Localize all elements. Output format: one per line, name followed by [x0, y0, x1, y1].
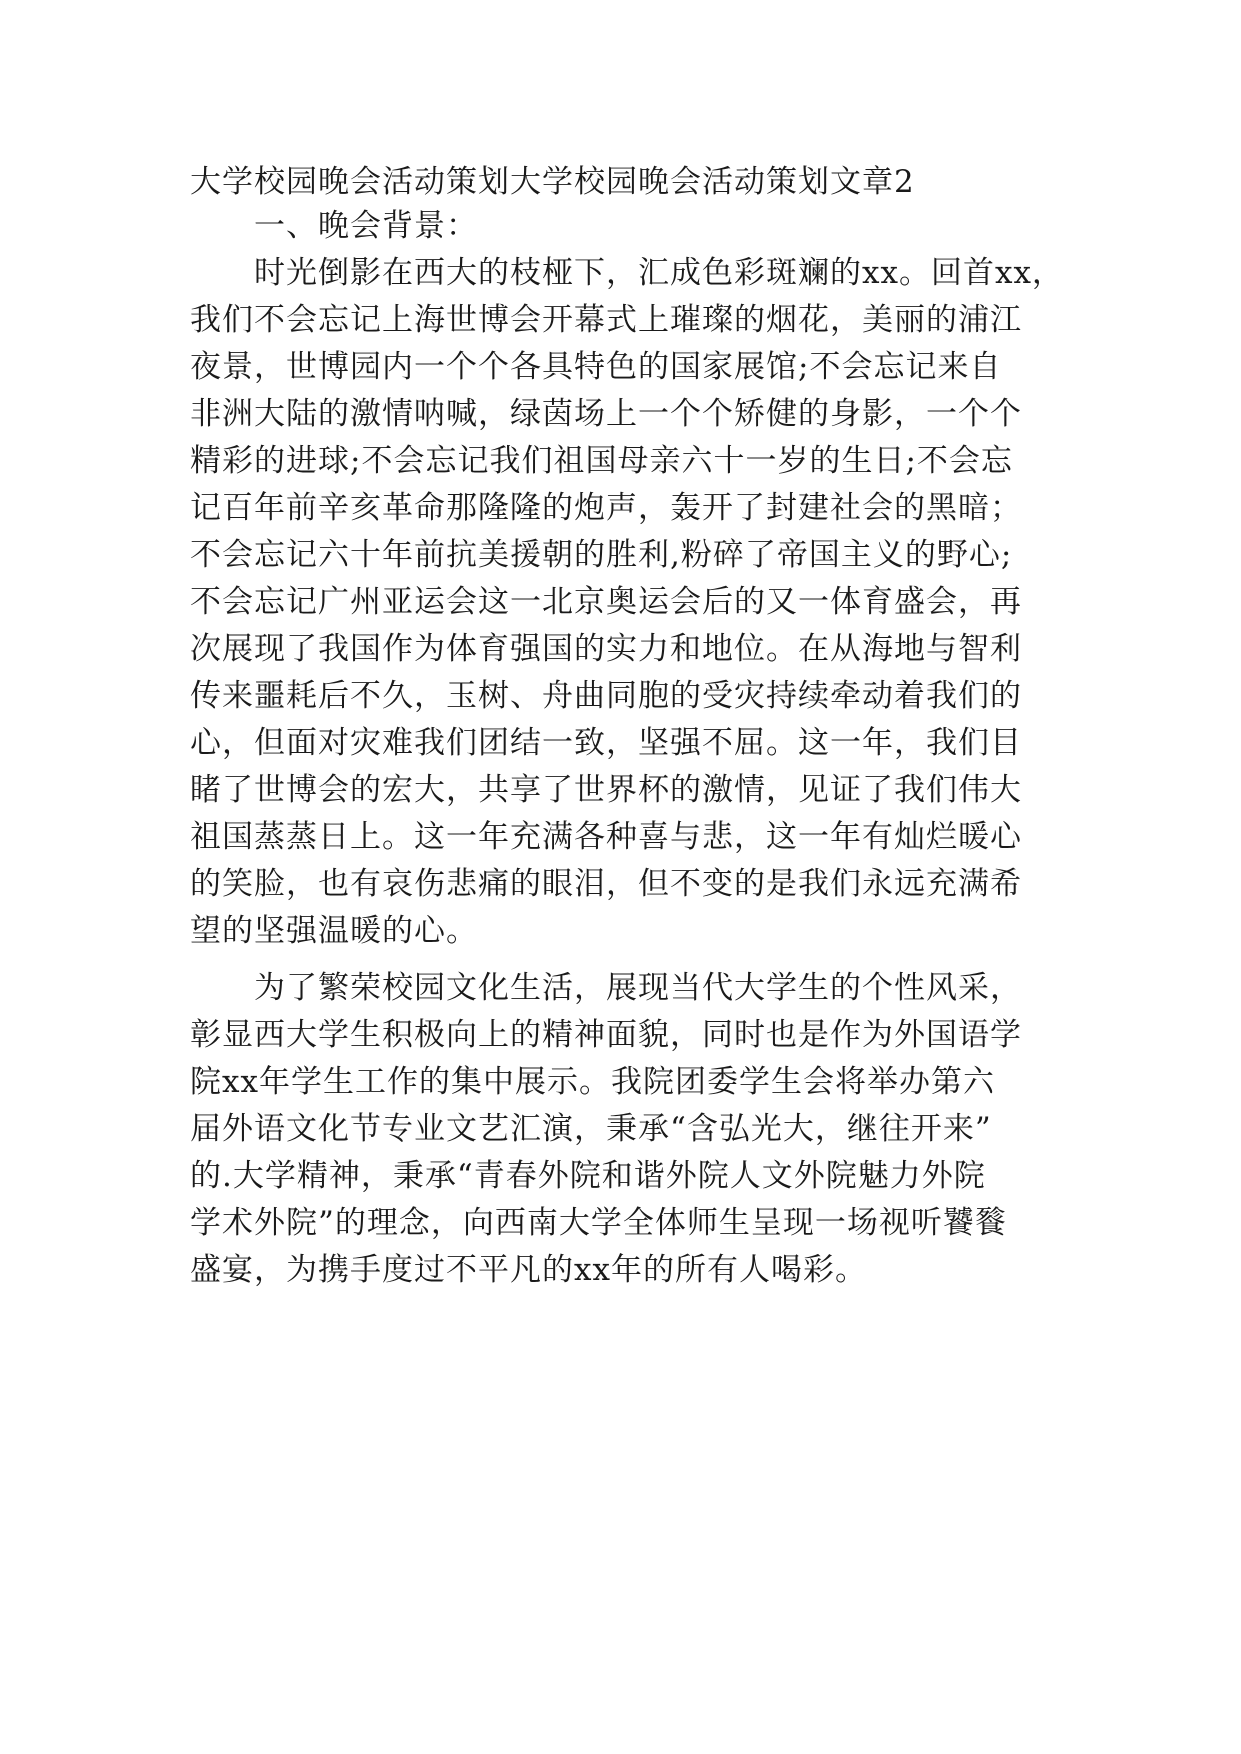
section-heading: 一、晚会背景：	[254, 208, 478, 244]
paragraph-line: 睹了世博会的宏大，共享了世界杯的激情，见证了我们伟大	[190, 772, 1022, 808]
paragraph-line: 时光倒影在西大的枝桠下，汇成色彩斑斓的xx。回首xx，	[254, 255, 1064, 291]
paragraph-line: 夜景，世博园内一个个各具特色的国家展馆;不会忘记来自	[190, 349, 1002, 385]
paragraph-line: 望的坚强温暖的心。	[190, 913, 478, 949]
paragraph-line: 院xx年学生工作的集中展示。我院团委学生会将举办第六	[190, 1064, 995, 1100]
document-title: 大学校园晚会活动策划大学校园晚会活动策划文章2	[190, 164, 915, 200]
paragraph-line: 的.大学精神，秉承“青春外院和谐外院人文外院魅力外院	[190, 1158, 986, 1194]
paragraph-line: 的笑脸，也有哀伤悲痛的眼泪，但不变的是我们永远充满希	[190, 866, 1022, 902]
paragraph-line: 学术外院”的理念，向西南大学全体师生呈现一场视听饕餮	[190, 1205, 1007, 1241]
paragraph-line: 非洲大陆的激情呐喊，绿茵场上一个个矫健的身影，一个个	[190, 396, 1022, 432]
paragraph-line: 我们不会忘记上海世博会开幕式上璀璨的烟花，美丽的浦江	[190, 302, 1022, 338]
paragraph-line: 次展现了我国作为体育强国的实力和地位。在从海地与智利	[190, 631, 1022, 667]
paragraph-line: 为了繁荣校园文化生活，展现当代大学生的个性风采，	[254, 970, 1022, 1006]
paragraph-line: 不会忘记六十年前抗美援朝的胜利,粉碎了帝国主义的野心;	[190, 537, 1013, 573]
paragraph-line: 心，但面对灾难我们团结一致，坚强不屈。这一年，我们目	[190, 725, 1022, 761]
paragraph-line: 祖国蒸蒸日上。这一年充满各种喜与悲，这一年有灿烂暖心	[190, 819, 1022, 855]
paragraph-line: 精彩的进球;不会忘记我们祖国母亲六十一岁的生日;不会忘	[190, 443, 1013, 479]
paragraph-line: 彰显西大学生积极向上的精神面貌，同时也是作为外国语学	[190, 1017, 1022, 1053]
paragraph-line: 届外语文化节专业文艺汇演，秉承“含弘光大，继往开来”	[190, 1111, 992, 1147]
paragraph-line: 传来噩耗后不久，玉树、舟曲同胞的受灾持续牵动着我们的	[190, 678, 1022, 714]
paragraph-line: 不会忘记广州亚运会这一北京奥运会后的又一体育盛会，再	[190, 584, 1022, 620]
paragraph-line: 盛宴，为携手度过不平凡的xx年的所有人喝彩。	[190, 1252, 867, 1288]
paragraph-line: 记百年前辛亥革命那隆隆的炮声，轰开了封建社会的黑暗；	[190, 490, 1022, 526]
